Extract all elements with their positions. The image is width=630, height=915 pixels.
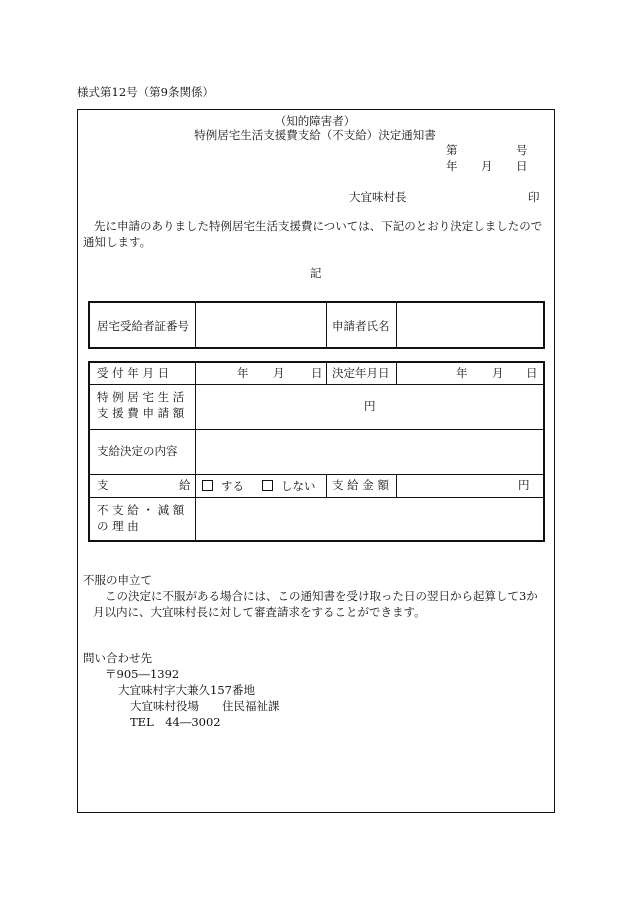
divider <box>396 474 397 497</box>
number-dai: 第 <box>446 143 458 157</box>
date-year-label: 年 <box>446 159 458 173</box>
checkbox-icon[interactable] <box>202 480 213 491</box>
divider <box>396 303 397 347</box>
appeal-line-2: 月以内に、大宜味村長に対して審査請求をすることができます。 <box>93 605 426 619</box>
receipt-date-year: 年 <box>237 366 249 380</box>
payment-option-yes-label: する <box>221 479 244 493</box>
divider <box>90 384 543 385</box>
decision-table <box>88 361 545 542</box>
number-go: 号 <box>516 143 528 157</box>
payment-option-no-label: しない <box>281 479 316 493</box>
payment-label-b: 給 <box>179 478 191 492</box>
seal-mark: 印 <box>528 190 540 204</box>
divider <box>195 303 196 347</box>
applicant-name-label: 申請者氏名 <box>332 319 390 333</box>
decision-date-month: 月 <box>492 366 504 380</box>
intro-line-1: 先に申請のありました特例居宅生活支援費については、下記のとおり決定しましたので <box>94 219 543 233</box>
divider <box>396 363 397 384</box>
contact-tel: TEL 44―3002 <box>130 715 221 729</box>
receipt-date-label: 受 付 年 月 日 <box>97 366 170 380</box>
contact-address: 大宜味村字大兼久157番地 <box>118 683 255 697</box>
payment-amount-unit: 円 <box>518 478 530 492</box>
contact-heading: 問い合わせ先 <box>83 651 152 665</box>
divider <box>326 363 327 384</box>
application-amount-label-1: 特 例 居 宅 生 活 <box>97 390 185 404</box>
divider <box>90 474 543 475</box>
payment-option-yes[interactable] <box>202 480 244 493</box>
decision-date-day: 日 <box>526 366 538 380</box>
decision-date-year: 年 <box>456 366 468 380</box>
category-label: （知的障害者） <box>274 114 356 128</box>
divider <box>90 429 543 430</box>
payment-label-a: 支 <box>97 478 109 492</box>
contact-office: 大宜味村役場 <box>130 699 199 713</box>
document-title: 特例居宅生活支援費支給（不支給）決定通知書 <box>194 128 436 142</box>
checkbox-icon[interactable] <box>262 480 273 491</box>
application-amount-unit: 円 <box>364 399 376 413</box>
contact-department: 住民福祉課 <box>222 699 280 713</box>
ki-label: 記 <box>310 266 322 280</box>
receipt-date-day: 日 <box>311 366 323 380</box>
divider <box>326 303 327 347</box>
payment-amount-label: 支 給 金 額 <box>332 478 389 492</box>
divider <box>195 363 196 540</box>
intro-line-2: 通知します。 <box>83 235 152 249</box>
form-number: 様式第12号（第9条関係） <box>77 85 214 99</box>
rejection-reason-label-1: 不 支 給 ・ 減 額 <box>97 503 185 517</box>
date-day-label: 日 <box>516 159 528 173</box>
divider <box>90 497 543 498</box>
cert-number-label: 居宅受給者証番号 <box>97 319 189 333</box>
appeal-heading: 不服の申立て <box>83 573 152 587</box>
date-month-label: 月 <box>481 159 493 173</box>
payment-option-no[interactable] <box>262 480 316 493</box>
divider <box>326 474 327 497</box>
decision-date-label: 決定年月日 <box>332 366 390 380</box>
mayor-name: 大宜味村長 <box>349 190 407 204</box>
rejection-reason-label-2: の 理 由 <box>97 519 139 533</box>
application-amount-label-2: 支 援 費 申 請 額 <box>97 406 185 420</box>
recipient-table <box>88 301 545 349</box>
appeal-line-1: この決定に不服がある場合には、この通知書を受け取った日の翌日から起算して3か <box>105 589 538 603</box>
contact-postal: 〒905―1392 <box>105 667 180 681</box>
receipt-date-month: 月 <box>273 366 285 380</box>
decision-content-label: 支給決定の内容 <box>97 444 178 458</box>
